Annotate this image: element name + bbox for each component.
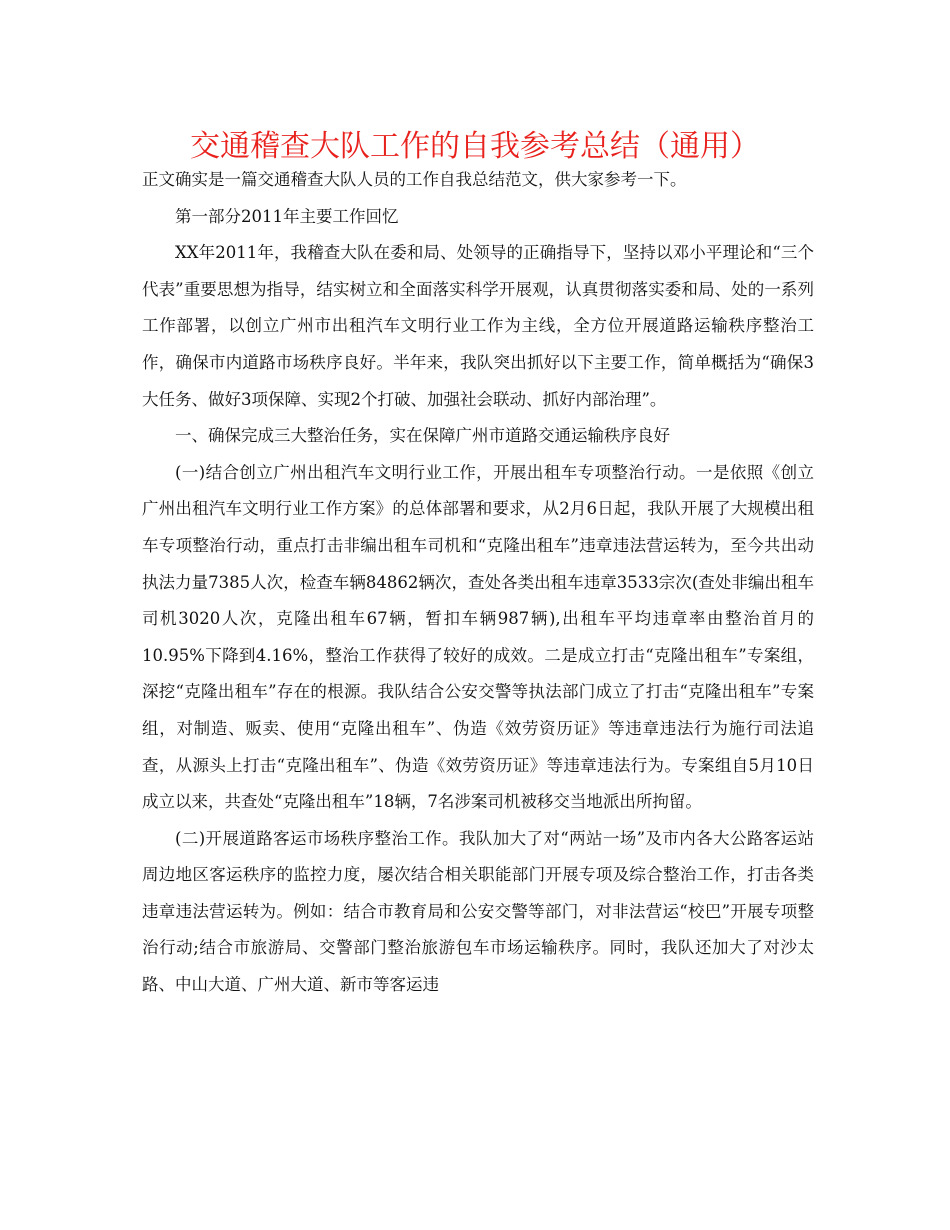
body-paragraph: (一)结合创立广州出租汽车文明行业工作，开展出租车专项整治行动。一是依照《创立广州出租汽车文明行业工作方案》的总体部署和要求，从2月6日起，我队开展了大规模出租车专项整治行动，重点打击非编出租车司机和“克隆出租车”违章违法营运转为，至今共出动执法力量7385人次，检查车辆84862辆次，查处各类出租车违章3533宗次(查处非编出租车司机3020人次，克隆出租车67辆，暂扣车辆987辆),出租车平均违章率由整治首月的10.95%下降到4.16%，整治工作获得了较好的成效。二是成立打击“克隆出租车”专案组，深挖“克隆出租车”存在的根源。我队结合公安交警等执法部门成立了打击“克隆出租车”专案组，对制造、贩卖、使用“克隆出租车”、伪造《效劳资历证》等违章违法行为施行司法追查，从源头上打击“克隆出租车”、伪造《效劳资历证》等违章违法行为。专案组自5月10日成立以来，共查处“克隆出租车”18辆，7名涉案司机被移交当地派出所拘留。 [142, 462, 814, 812]
body-paragraph: (二)开展道路客运市场秩序整治工作。我队加大了对“两站一场”及市内各大公路客运站周边地区客运秩序的监控力度，屡次结合相关职能部门开展专项及综合整治工作，打击各类违章违法营运转为。例如：结合市教育局和公安交警等部门，对非法营运“校巴”开展专项整治行动;结合市旅游局、交警部门整治旅游包车市场运输秩序。同时，我队还加大了对沙太路、中山大道、广州大道、新市等客运违 [142, 828, 814, 995]
body-paragraph: XX年2011年，我稽查大队在委和局、处领导的正确指导下，坚持以邓小平理论和“三个代表”重要思想为指导，结实树立和全面落实科学开展观，认真贯彻落实委和局、处的一系列工作部署，以创立广州市出租汽车文明行业工作为主线，全方位开展道路运输秩序整治工作，确保市内道路市场秩序良好。半年来，我队突出抓好以下主要工作，简单概括为“确保3大任务、做好3项保障、实现2个打破、加强社会联动、抓好内部治理”。 [142, 243, 814, 409]
intro-paragraph: 正文确实是一篇交通稽查大队人员的工作自我总结范文，供大家参考一下。 [142, 170, 687, 189]
document-title: 交通稽查大队工作的自我参考总结（通用） [190, 129, 760, 164]
section-heading: 第一部分2011年主要工作回忆 [175, 206, 399, 226]
subsection-heading: 一、确保完成三大整治任务，实在保障广州市道路交通运输秩序良好 [175, 426, 670, 446]
document-body [142, 162, 814, 1004]
